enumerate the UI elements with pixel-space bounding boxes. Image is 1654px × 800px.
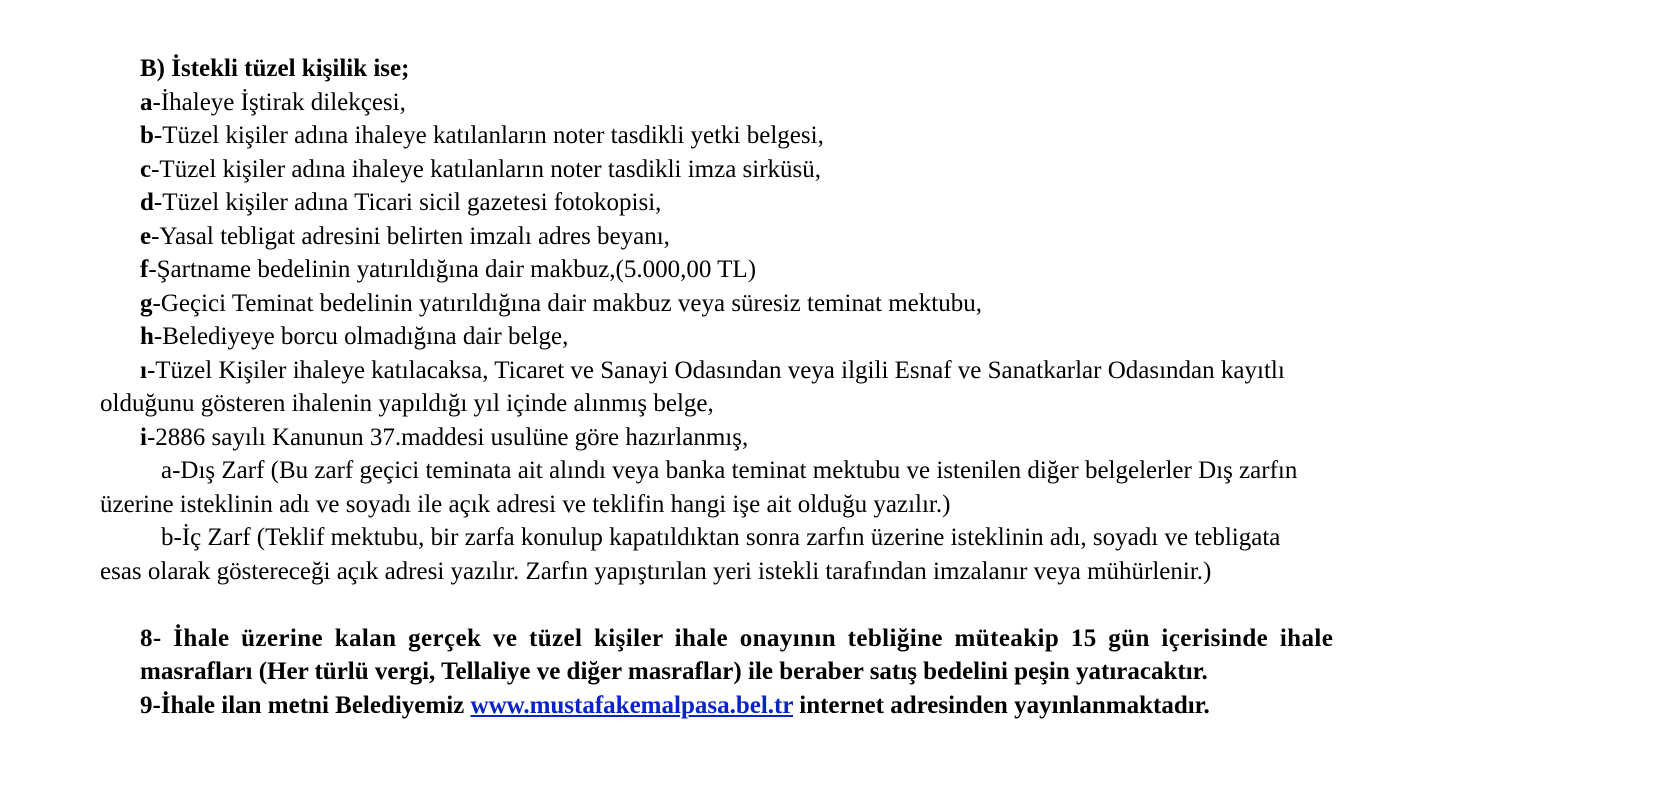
- item-text: -Belediyeye borcu olmadığına dair belge,: [153, 323, 569, 350]
- item-text: -Geçici Teminat bedelinin yatırıldığına dair makbuz veya süresiz teminat mektubu,: [152, 289, 982, 317]
- municipality-website-link[interactable]: www.mustafakemalpasa.bel.tr: [470, 691, 793, 719]
- paragraph-spacer: [100, 588, 1565, 622]
- item-label: c: [140, 155, 152, 183]
- item-text: -İhaleye İştirak dilekçesi,: [152, 88, 406, 116]
- section-8-line-2: masrafları (Her türlü vergi, Tellaliye ve diğer masraflar) ile beraber satış bedelini peşin yatıracaktır.: [140, 658, 1208, 685]
- list-item-b: [100, 119, 1565, 153]
- section-9: [100, 689, 1565, 723]
- list-item-dotless-i-continuation: olduğunu gösteren ihalenin yapıldığı yıl içinde alınmış belge,: [100, 390, 714, 417]
- sub-item-inner-envelope: b-İç Zarf (Teklif mektubu, bir zarfa konulup kapatıldıktan sonra zarfın üzerine isteklinin adı, soyadı ve tebligata: [161, 524, 1281, 551]
- item-label: g: [140, 289, 153, 317]
- section-9-text-before: 9-İhale ilan metni Belediyemiz: [140, 691, 471, 719]
- item-text: -Tüzel Kişiler ihaleye katılacaksa, Ticaret ve Sanayi Odasından veya ilgili Esnaf ve Sanatkarlar Odasından kayıtlı: [146, 356, 1285, 384]
- item-label: e: [140, 222, 152, 250]
- item-text: -Tüzel kişiler adına ihaleye katılanların noter tasdikli yetki belgesi,: [153, 122, 824, 149]
- item-text: -Yasal tebligat adresini belirten imzalı adres beyanı,: [151, 222, 670, 250]
- section-b-heading: B) İstekli tüzel kişilik ise;: [140, 55, 410, 82]
- list-item-f: [100, 253, 1565, 287]
- item-label: h: [140, 323, 154, 350]
- item-text: -2886 sayılı Kanunun 37.maddesi usulüne göre hazırlanmış,: [146, 423, 749, 451]
- list-item-c: [100, 153, 1565, 187]
- document-body: [100, 52, 1565, 722]
- item-label: d: [140, 189, 154, 216]
- section-8-line-1: 8- İhale üzerine kalan gerçek ve tüzel kişiler ihale onayının tebliğine müteakip 15 gün içerisinde ihale: [140, 624, 1334, 652]
- list-item-e: [100, 220, 1565, 254]
- item-text: -Tüzel kişiler adına ihaleye katılanların noter tasdikli imza sirküsü,: [151, 155, 822, 183]
- item-text: -Şartname bedelinin yatırıldığına dair makbuz,(5.000,00 TL): [148, 256, 757, 283]
- item-text: -Tüzel kişiler adına Ticari sicil gazetesi fotokopisi,: [153, 189, 662, 216]
- list-item-a: [100, 86, 1565, 120]
- list-item-i: [100, 421, 1565, 455]
- list-item-dotless-i: [100, 354, 1565, 388]
- sub-item-inner-envelope-continuation: esas olarak göstereceği açık adresi yazılır. Zarfın yapıştırılan yeri istekli tarafından imzalanır veya mühürlenir.): [100, 557, 1212, 585]
- item-label: ı: [140, 356, 147, 384]
- list-item-d: [100, 186, 1565, 220]
- list-item-h: [100, 320, 1565, 354]
- item-label: a: [140, 88, 153, 116]
- list-item-g: [100, 287, 1565, 321]
- sub-item-outer-envelope: a-Dış Zarf (Bu zarf geçici teminata ait alındı veya banka teminat mektubu ve istenilen diğer belgelerler Dış zarfın: [161, 457, 1298, 484]
- section-9-text-after: internet adresinden yayınlanmaktadır.: [793, 691, 1210, 719]
- item-label: b: [140, 122, 154, 149]
- item-label: i: [140, 423, 147, 451]
- item-label: f: [140, 256, 149, 283]
- sub-item-outer-envelope-continuation: üzerine isteklinin adı ve soyadı ile açık adresi ve teklifin hangi işe ait olduğu yazılır.): [100, 490, 951, 518]
